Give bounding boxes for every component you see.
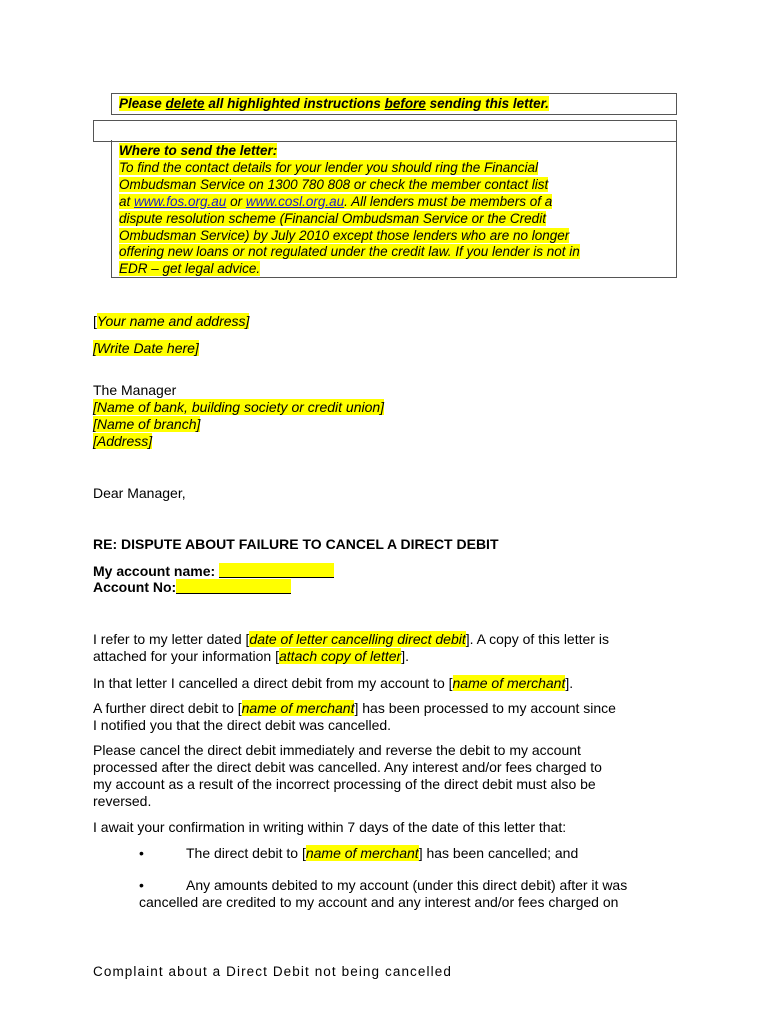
empty-instruction-box	[93, 120, 677, 142]
para4-line3: my account as a result of the incorrect processing of the direct debit must also be	[93, 776, 596, 792]
page-footer: Complaint about a Direct Debit not being cancelled	[93, 964, 452, 979]
recipient-bank: [Name of bank, building society or credit union]	[93, 399, 385, 415]
recipient-branch: [Name of branch]	[93, 416, 201, 432]
bullet-1-text: The direct debit to [name of merchant] has been cancelled; and	[186, 845, 579, 861]
salutation: Dear Manager,	[93, 485, 186, 501]
para3-line2: I notified you that the direct debit was cancelled.	[93, 717, 392, 733]
recipient-title: The Manager	[93, 382, 177, 398]
para3-line1: A further direct debit to [name of merchant] has been processed to my account since	[93, 700, 616, 716]
where-to-send-box	[111, 140, 677, 278]
recipient-address: [Address]	[93, 433, 153, 449]
fos-link[interactable]: www.fos.org.au	[134, 193, 227, 209]
para1-line1: I refer to my letter dated [date of letter cancelling direct debit]. A copy of this letter is	[93, 631, 609, 647]
cosl-link[interactable]: www.cosl.org.au	[245, 193, 345, 209]
para2: In that letter I cancelled a direct debit from my account to [name of merchant].	[93, 675, 574, 691]
para1-line2: attached for your information [attach copy of letter].	[93, 648, 409, 664]
para4-line4: reversed.	[93, 793, 152, 809]
bullet-2-line1: Any amounts debited to my account (under this direct debit) after it was	[186, 877, 628, 893]
sender-name-address: [Your name and address]	[93, 313, 250, 329]
bullet-2-symbol: •	[139, 877, 144, 893]
subject-line: RE: DISPUTE ABOUT FAILURE TO CANCEL A DIRECT DEBIT	[93, 536, 499, 552]
date-placeholder: [Write Date here]	[93, 340, 199, 356]
para4-line1: Please cancel the direct debit immediately and reverse the debit to my account	[93, 742, 581, 758]
account-no-blank[interactable]	[176, 579, 291, 594]
account-no-line: Account No:	[93, 579, 291, 596]
where-to-send-content: Where to send the letter: To find the contact details for your lender you should ring the Financial Ombudsman Service on 1300 780 808 or check the member contact list at www.fos.org.au or www.cosl.org.au. All lenders must be members of a dispute resolution scheme (Financial Ombudsman Service or the Credit Ombudsman Service) by July 2010 except those lenders who are no longer offering new loans or not regulated under the credit law. If you lender is not in EDR – get legal advice.	[119, 143, 580, 277]
account-name-line: My account name:	[93, 563, 334, 580]
para5: I await your confirmation in writing within 7 days of the date of this letter that:	[93, 819, 567, 835]
account-name-blank[interactable]	[219, 563, 334, 578]
where-to-send-heading: Where to send the letter:	[119, 143, 278, 158]
bullet-2-line2: cancelled are credited to my account and any interest and/or fees charged on	[139, 894, 619, 910]
delete-instructions-box	[111, 93, 677, 115]
para4-line2: processed after the direct debit was cancelled. Any interest and/or fees charged to	[93, 759, 602, 775]
delete-instructions-text: Please delete all highlighted instructions before sending this letter.	[119, 96, 549, 111]
bullet-1-symbol: •	[139, 845, 144, 861]
